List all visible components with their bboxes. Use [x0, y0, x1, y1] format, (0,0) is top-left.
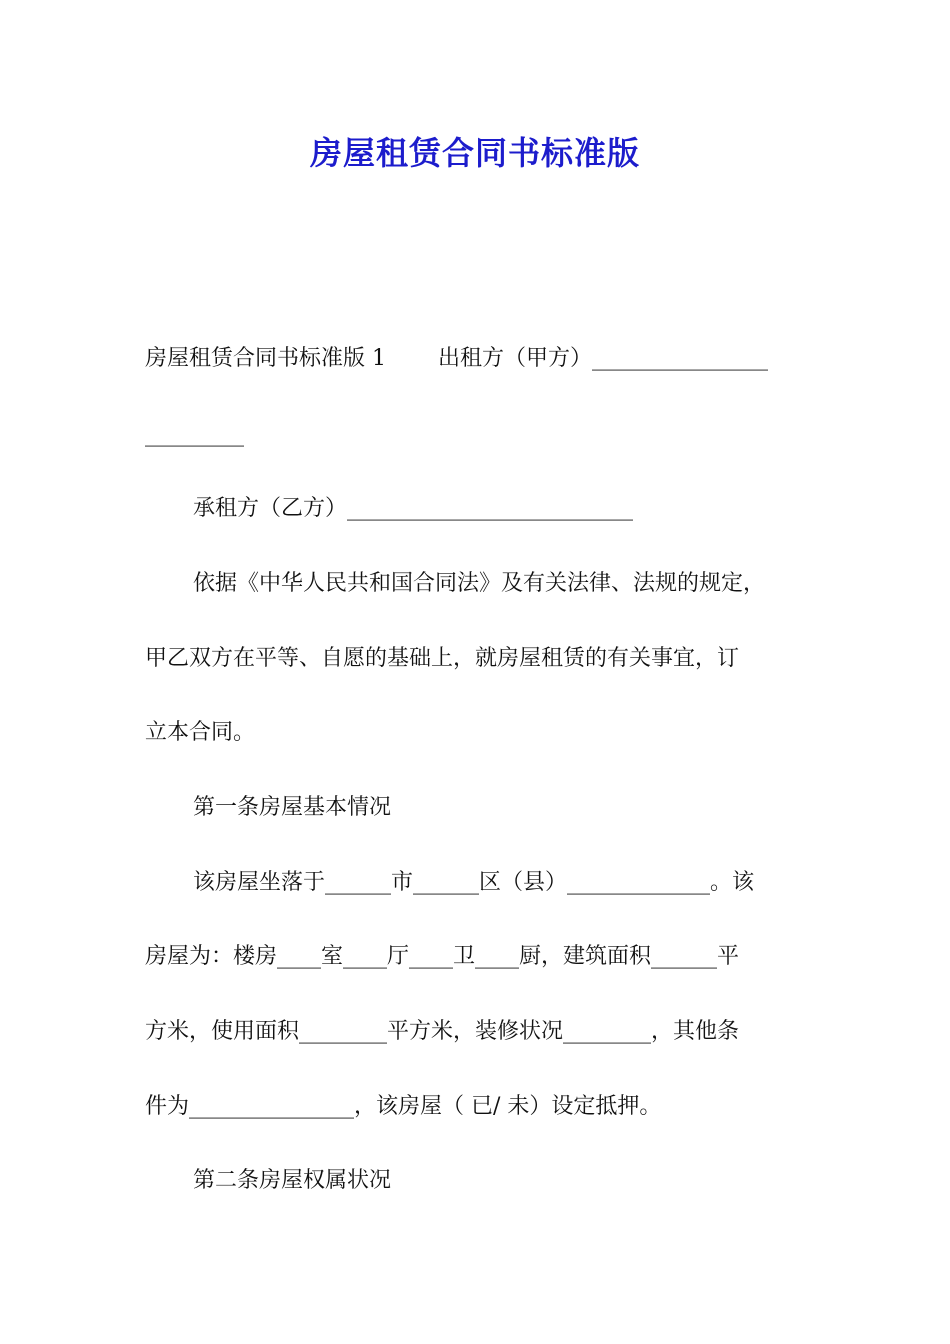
lessee-field: 承租方（乙方）__________________________	[193, 496, 634, 521]
paragraph-line: 依据《中华人民共和国合同法》及有关法律、法规的规定，	[193, 571, 766, 596]
article-heading-2: 第二条房屋权属状况	[193, 1168, 392, 1193]
lessor-field-continuation: _________	[145, 422, 244, 447]
paragraph-line: 该房屋坐落于______市______区（县）_____________。该	[193, 870, 755, 895]
paragraph-line: 房屋为：楼房____室____厅____卫____厨，建筑面积______平	[145, 944, 740, 969]
contract-subtitle: 房屋租赁合同书标准版 1	[145, 346, 386, 371]
document-title: 房屋租赁合同书标准版	[309, 134, 640, 172]
paragraph-line: 立本合同。	[145, 720, 256, 745]
article-heading-1: 第一条房屋基本情况	[193, 795, 392, 820]
paragraph-line: 方米，使用面积________平方米，装修状况________，其他条	[145, 1019, 740, 1044]
lessor-field: 出租方（甲方）________________	[438, 346, 769, 371]
paragraph-line: 件为_______________，该房屋（ 已/ 未）设定抵押。	[145, 1094, 662, 1119]
contract-heading-line	[145, 344, 768, 374]
paragraph-line: 甲乙双方在平等、自愿的基础上，就房屋租赁的有关事宜，订	[145, 646, 740, 671]
